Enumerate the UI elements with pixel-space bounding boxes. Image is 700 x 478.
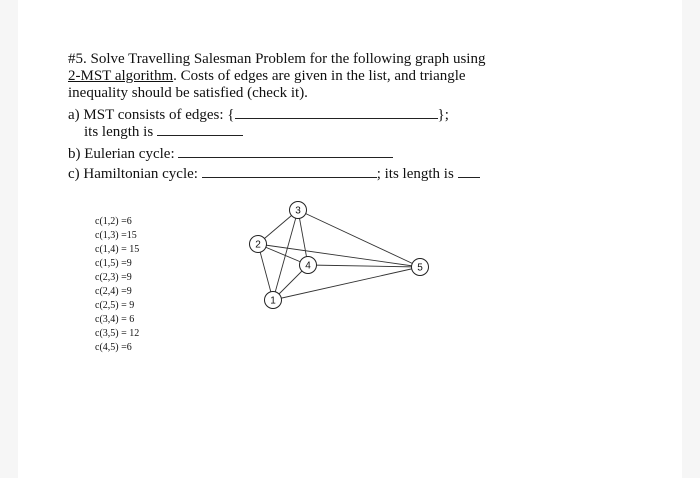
graph-edge-4-5: [308, 265, 420, 267]
problem-line-2-rest: . Costs of edges are given in the list, and triangle: [173, 68, 466, 84]
edge-cost-item: c(3,5) = 12: [95, 328, 140, 339]
graph-edge-1-3: [273, 210, 298, 300]
graph-node-label: 1: [270, 295, 276, 307]
graph-node-4: [300, 257, 317, 274]
problem-line-1: #5. Solve Travelling Salesman Problem for the following graph using: [68, 51, 486, 67]
graph-node-1: [265, 292, 282, 309]
part-c-label: c) Hamiltonian cycle:: [68, 166, 198, 182]
graph-node-label: 5: [417, 262, 423, 274]
edge-cost-item: c(1,2) =6: [95, 216, 132, 227]
mst-length-label: its length is: [84, 124, 154, 140]
graph-node-label: 4: [305, 260, 311, 272]
graph-node-3: [290, 202, 307, 219]
document-page: [18, 0, 682, 478]
graph-node-label: 2: [255, 239, 261, 251]
graph-diagram: [18, 0, 682, 478]
edge-cost-item: c(1,4) = 15: [95, 244, 140, 255]
edge-cost-item: c(3,4) = 6: [95, 314, 135, 325]
graph-node-label: 3: [295, 205, 301, 217]
edge-cost-item: c(2,3) =9: [95, 272, 132, 283]
graph-node-5: [412, 259, 429, 276]
algorithm-name: 2-MST algorithm: [68, 68, 174, 84]
hamiltonian-length-label: ; its length is: [376, 166, 454, 182]
edge-cost-item: c(2,4) =9: [95, 286, 132, 297]
part-a-close: };: [437, 107, 449, 123]
graph-node-2: [250, 236, 267, 253]
edge-cost-item: c(1,5) =9: [95, 258, 132, 269]
graph-edge-1-5: [273, 267, 420, 300]
edge-cost-item: c(2,5) = 9: [95, 300, 135, 311]
problem-line-3: inequality should be satisfied (check it).: [68, 85, 308, 101]
part-b-label: b) Eulerian cycle:: [68, 146, 175, 162]
part-a-label: a) MST consists of edges: {: [68, 107, 235, 123]
edge-cost-item: c(4,5) =6: [95, 342, 132, 353]
edge-cost-item: c(1,3) =15: [95, 230, 137, 241]
